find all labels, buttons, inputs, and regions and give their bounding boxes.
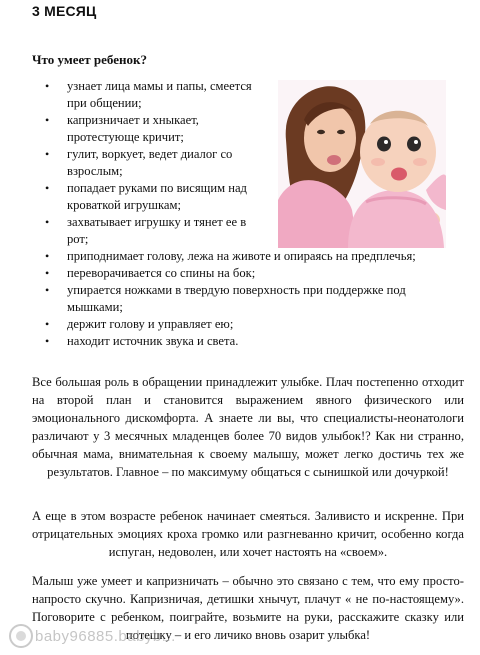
bullet-icon: • <box>45 113 50 127</box>
skill-item-text: захватывает игрушку и тянет ее в <box>67 215 247 229</box>
skill-item <box>0 78 267 112</box>
bullet-icon: • <box>45 215 50 229</box>
skill-item-text: переворачивается со спины на бок; <box>67 266 256 280</box>
bullet-icon: • <box>45 334 50 348</box>
skill-item <box>0 282 480 316</box>
skill-item <box>0 214 267 248</box>
paragraph-laugh: А еще в этом возрасте ребенок начинает смеяться. Заливисто и искренне. При отрицательных эмоциях кроха громко или разгневанно кричит, особенно когда испуган, недоволен, или хочет настоять на «своем». <box>32 509 464 559</box>
bullet-icon: • <box>45 79 50 93</box>
skill-item <box>0 112 267 146</box>
skill-item-text: взрослым; <box>67 164 123 178</box>
skill-item-text: упирается ножками в твердую поверхность при поддержке под <box>67 283 406 297</box>
skill-item <box>0 248 480 265</box>
mother-baby-illustration <box>278 80 446 248</box>
skill-item <box>0 146 267 180</box>
skill-item-text: при общении; <box>67 96 142 110</box>
skill-item-text: мышками; <box>67 300 123 314</box>
page-title: 3 МЕСЯЦ <box>32 3 97 19</box>
skill-item-text: гулит, воркует, ведет диалог со <box>67 147 233 161</box>
section-subtitle: Что умеет ребенок? <box>32 52 147 67</box>
watermark-text: baby96885.babyb... <box>35 628 176 645</box>
mother-baby-photo <box>278 80 446 248</box>
bullet-icon: • <box>45 249 50 263</box>
skill-item <box>0 265 480 282</box>
skill-item <box>0 316 480 333</box>
skill-item-text: попадает руками по висящим над <box>67 181 247 195</box>
skill-item-text: кроваткой игрушкам; <box>67 198 181 212</box>
bullet-icon: • <box>45 181 50 195</box>
paragraph-smile: Все большая роль в обращении принадлежит улыбке. Плач постепенно отходит на второй план и становится выражением явного физического или эмоционального дискомфорта. А знаете ли вы, что специалисты-неонатологи различают у 3 месячных младенцев более 70 видов улыбок!? Как ни странно, обычная мама, внимательная к своему малышу, может легко достичь тех же результатов. Главное – по максимуму общаться с сынишкой или дочуркой! <box>32 375 464 479</box>
skill-item-text: узнает лица мамы и папы, смеется <box>67 79 252 93</box>
skill-item-text: держит голову и управляет ею; <box>67 317 234 331</box>
watermark-logo-icon <box>8 623 34 649</box>
bullet-icon: • <box>45 283 50 297</box>
paragraph-capricious: Малыш уже умеет и капризничать – обычно это связано с тем, что ему просто-напросто скучно. Капризничая, детишки хнычут, плачут « не по-настоящему». Поговорите с ребенком, поиграйте, возьмите на руки, расскажите сказку или потешку – и его личико вновь озарит улыбка! <box>32 574 464 642</box>
skill-item-text: находит источник звука и света. <box>67 334 239 348</box>
skill-item <box>0 333 480 350</box>
skill-item-text: протестующе кричит; <box>67 130 184 144</box>
bullet-icon: • <box>45 147 50 161</box>
bullet-icon: • <box>45 266 50 280</box>
skill-item-text: приподнимает голову, лежа на животе и опираясь на предплечья; <box>67 249 416 263</box>
skill-item <box>0 180 267 214</box>
skill-item-text: рот; <box>67 232 89 246</box>
skill-item-text: капризничает и хныкает, <box>67 113 199 127</box>
bullet-icon: • <box>45 317 50 331</box>
